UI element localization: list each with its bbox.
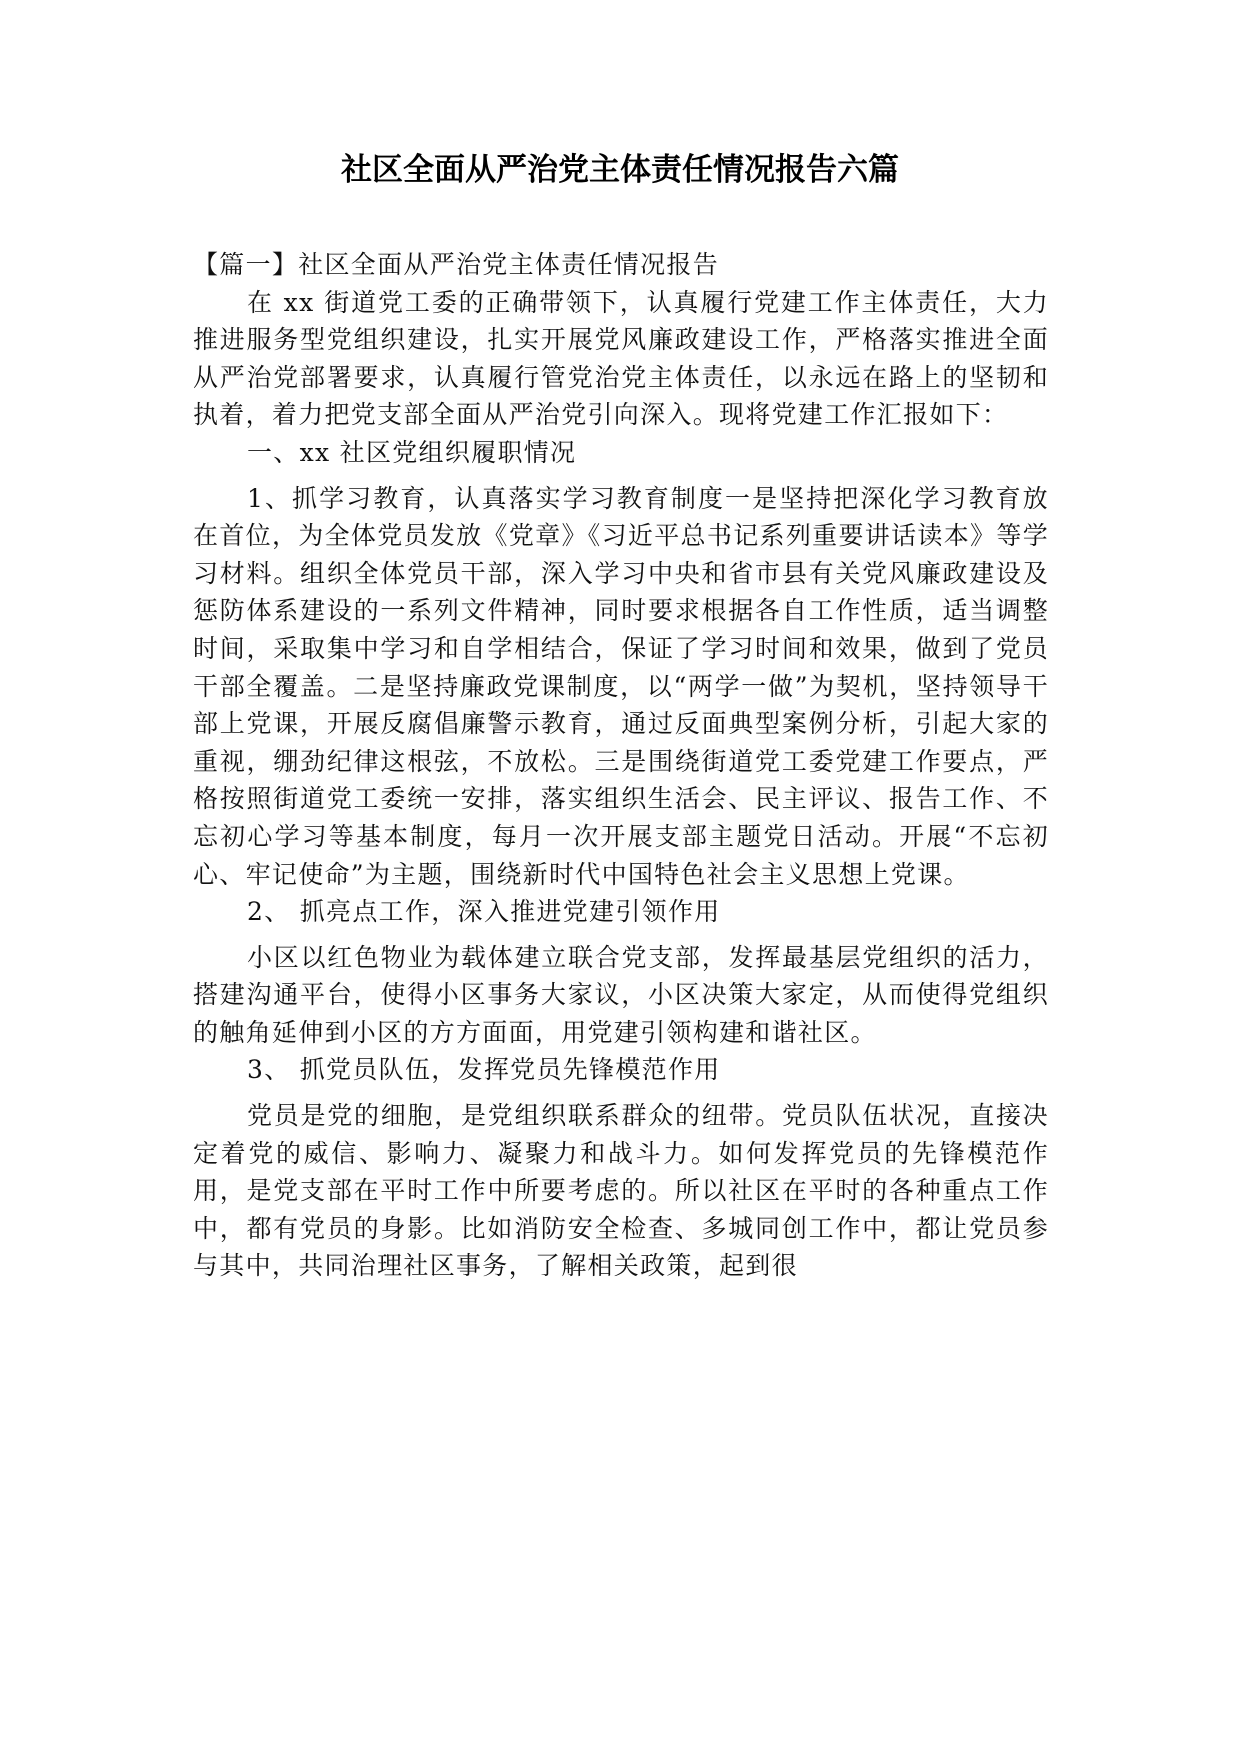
paragraph-intro: 在 xx 街道党工委的正确带领下，认真履行党建工作主体责任，大力推进服务型党组织建设，扎实开展党风廉政建设工作，严格落实推进全面从严治党部署要求，认真履行管党治党主体责任，以永远在路上的坚韧和执着，着力把党支部全面从严治党引向深入。现将党建工作汇报如下：: [193, 287, 1049, 430]
paragraph-study-education: 1、抓学习教育，认真落实学习教育制度一是坚持把深化学习教育放在首位，为全体党员发放《党章》《习近平总书记系列重要讲话读本》等学习材料。组织全体党员干部，深入学习中央和省市县有关党风廉政建设及惩防体系建设的一系列文件精神，同时要求根据各自工作性质，适当调整时间，采取集中学习和自学相结合，保证了学习时间和效果，做到了党员干部全覆盖。二是坚持廉政党课制度，以“两学一做”为契机，坚持领导干部上党课，开展反腐倡廉警示教育，通过反面典型案例分析，引起大家的重视，绷劲纪律这根弦，不放松。三是围绕街道党工委党建工作要点，严格按照街道党工委统一安排，落实组织生活会、民主评议、报告工作、不忘初心学习等基本制度，每月一次开展支部主题党日活动。开展“不忘初心、牢记使命”为主题，围绕新时代中国特色社会主义思想上党课。: [193, 483, 1049, 889]
paragraph-party-members: 党员是党的细胞，是党组织联系群众的纽带。党员队伍状况，直接决定着党的威信、影响力、凝聚力和战斗力。如何发挥党员的先锋模范作用，是党支部在平时工作中所要考虑的。所以社区在平时的各种重点工作中，都有党员的身影。比如消防安全检查、多城同创工作中，都让党员参与其中，共同治理社区事务，了解相关政策，起到很: [193, 1101, 1049, 1281]
heading-section-one: 一、xx 社区党组织履职情况: [247, 437, 577, 467]
heading-party-members: 3、 抓党员队伍，发挥党员先锋模范作用: [247, 1055, 721, 1085]
document-title: 社区全面从严治党主体责任情况报告六篇: [341, 152, 899, 188]
heading-highlight-work: 2、 抓亮点工作，深入推进党建引领作用: [247, 897, 721, 927]
document-body: [193, 246, 1049, 1285]
section-heading: 【篇一】社区全面从严治党主体责任情况报告: [193, 250, 720, 279]
paragraph-red-property: 小区以红色物业为载体建立联合党支部，发挥最基层党组织的活力，搭建沟通平台，使得小区事务大家议，小区决策大家定，从而使得党组织的触角延伸到小区的方方面面，用党建引领构建和谐社区。: [193, 942, 1049, 1047]
